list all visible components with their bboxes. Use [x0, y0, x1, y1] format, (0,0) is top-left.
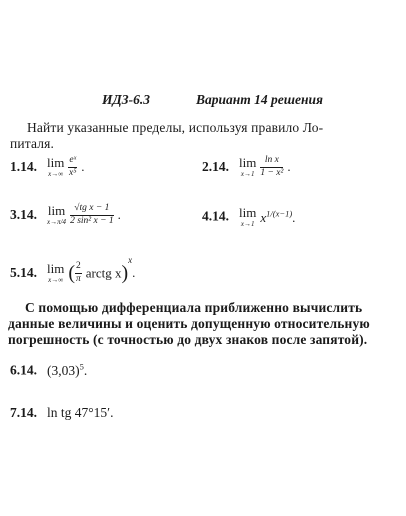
fraction: $\frac{2}{\pi}$: [76, 260, 81, 284]
doc-code: ИДЗ-6.3: [102, 92, 150, 107]
problem-number: 3.14.: [10, 207, 37, 223]
fraction: $\frac{\text{√tg x − 1}}{\text{2 sin² x − 1}}$: [70, 203, 114, 226]
problem-7: 7.14. ln tg 47°15′.: [10, 405, 114, 420]
section2-line-1: С помощью дифференциала приближенно вычислить: [25, 300, 363, 315]
limit-operator: lim x→∞: [47, 261, 65, 285]
section2-line-2: данные величины и оценить допущенную относительную: [8, 316, 370, 331]
problem-4: 4.14. lim x→1 $x^{1/(x-1)}$.: [202, 205, 296, 228]
problem-number: 1.14.: [10, 159, 37, 175]
variant-title: Вариант 14 решения: [196, 92, 323, 107]
fraction: $\frac{\text{eˣ}}{\text{x⁵}}$: [69, 155, 77, 178]
problem-1: 1.14. lim x→∞ $\frac{\text{eˣ}}{\text{x⁵}}$ .: [10, 155, 85, 179]
problem-number: 6.14.: [10, 362, 37, 378]
problem-2: 2.14. lim x→1 $\frac{\text{ln x}}{\text{1 − x²}}$ .: [202, 155, 291, 179]
problem-number: 5.14.: [10, 265, 37, 280]
intro-line-1: Найти указанные пределы, используя правило Ло-: [27, 120, 324, 135]
fraction: $\frac{\text{ln x}}{\text{1 − x²}}$: [260, 155, 284, 178]
problem-3: 3.14. lim x→π/4 $\frac{\text{√tg x − 1}}{\text{2 sin² x − 1}}$ .: [10, 203, 121, 227]
limit-operator: lim x→1: [239, 155, 257, 179]
limit-operator: lim x→1: [239, 205, 257, 228]
problem-number: 4.14.: [202, 208, 229, 224]
limit-operator: lim x→∞: [47, 155, 65, 179]
section2-line-3: погрешность (с точностью до двух знаков после запятой).: [8, 332, 368, 347]
limit-operator: lim x→π/4: [47, 203, 67, 227]
problem-number: 7.14.: [10, 405, 37, 420]
intro-line-2: питаля.: [10, 136, 54, 151]
problem-number: 2.14.: [202, 159, 229, 175]
problem-6: 6.14. $(3,03)^5$.: [10, 361, 88, 378]
problem-5: 5.14. lim x→∞ ( $\frac{2}{\pi}$ arctg x)$^x$.: [10, 255, 136, 285]
